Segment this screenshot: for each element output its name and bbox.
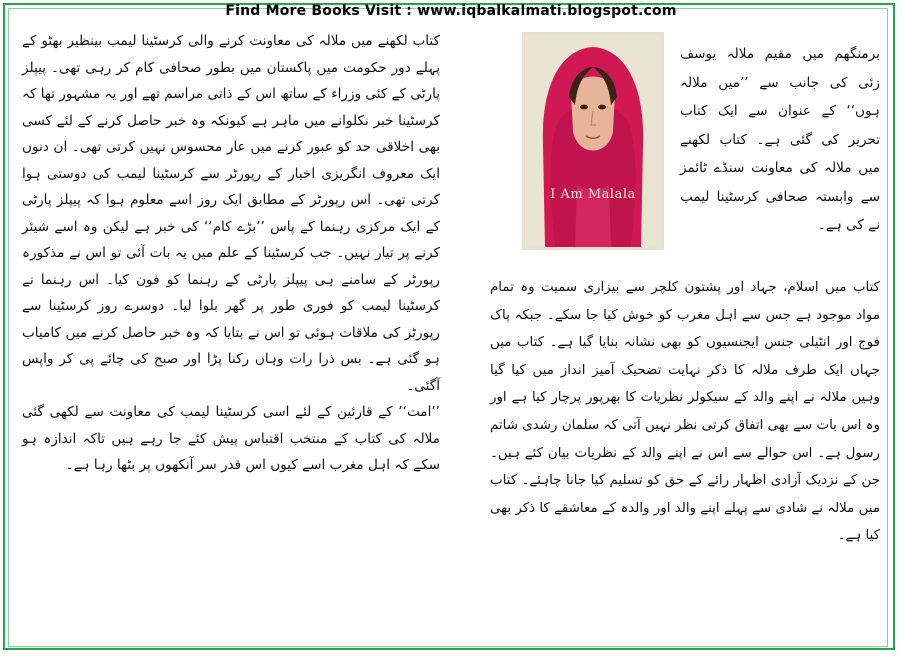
- book-cover-title: I Am Malala: [550, 187, 636, 202]
- book-cover-photo: [525, 35, 661, 247]
- right-intro-paragraph: برمنگھم میں مقیم ملالہ یوسف زئی کی جانب سے ’’میں ملالہ ہوں‘‘ کے عنوان سے ایک کتاب تحریر کی گئی ہے۔ کتاب لکھنے میں ملالہ کی معاونت سنڈے ٹائمز سے وابستہ صحافی کرسٹینا لیمب نے کی ہے۔: [680, 46, 880, 233]
- right-column-body: [490, 274, 880, 550]
- left-column: [22, 28, 440, 479]
- left-paragraph-1: کتاب لکھنے میں ملالہ کی معاونت کرنے والی کرسٹینا لیمب بینظیر بھٹو کے پہلے دور حکومت میں پاکستان میں بطور صحافی کام کر رہی تھی۔ پیپلز پارٹی کے کئی وزراء کے ساتھ اس کے ذاتی مراسم تھے اور یہ مشہور تھا کہ کرسٹینا خبر نکلوانے میں ماہر ہے کیونکہ وہ خبر حاصل کرنے کے لئے کسی بھی اخلاقی حد کو عبور کرنے میں عار محسوس نہیں کرتی تھی۔ ان دنوں ایک معروف انگریزی اخبار کے رپورٹر سے کرسٹینا لیمب کی دوستی ہوا کرتی تھی۔ اس رپورٹر کے مطابق ایک روز اسے معلوم ہوا کہ پیپلز پارٹی کے ایک مرکزی رہنما کے پاس ’’بڑے کام‘‘ کی خبر ہے لیکن وہ اسے شیئر کرنے پر تیار نہیں۔ جب کرسٹینا کے علم میں یہ بات آئی تو اس نے مذکورہ رپورٹر کے سامنے ہی پیپلز پارٹی کے رہنما کو فون کیا۔ اس رہنما نے کرسٹینا لیمب کو فوری طور پر گھر بلوا لیا۔ دوسرے روز کرسٹینا سے رپورٹر کی ملاقات ہوئی تو اس نے بتایا کہ وہ خبر حاصل کرنے میں کامیاب ہو گئی ہے۔ بس ذرا رات وہاں رکنا پڑا اور صبح کی چائے پی کر واپس آگئی۔: [22, 33, 440, 394]
- right-body-paragraph: کتاب میں اسلام، جہاد اور پشتون کلچر سے بیزاری سمیت وہ تمام مواد موجود ہے جس سے اہل مغرب کو خوش کیا جا سکے۔ جبکہ پاک فوج اور انٹیلی جنس ایجنسیوں کو بھی نشانہ بنایا گیا ہے۔ کتاب میں جہاں ایک طرف ملالہ کا ذکر نہایت تضحیک آمیز انداز میں کیا گیا وہیں ملالہ نے اپنے والد کے سیکولر نظریات کا بھرپور پرچار کیا ہے اور وہ اس بات سے بھی اتفاق کرتی نظر نہیں آتی کہ سلمان رشدی شاتم رسول ہے۔ اس حوالے سے اس نے اپنے والد کے نظریات بیان کئے ہیں۔ جن کے نزدیک آزادی اظہار رائے کے حق کو تسلیم کیا جانا چاہئے۔ کتاب میں ملالہ نے شادی سے پہلے اپنے والد اور والدہ کے معاشقے کا ذکر بھی کیا ہے۔: [490, 280, 880, 544]
- right-column-intro: [680, 40, 880, 240]
- left-paragraph-2: ’’امت‘‘ کے قارئین کے لئے اسی کرسٹینا لیمب کی معاونت سے لکھی گئی ملالہ کی کتاب کے منتخب اقتباس پیش کئے جا رہے ہیں تاکہ اندازہ ہو سکے کہ اہل مغرب اسے کیوں اس قدر سر آنکھوں پر بٹھا رہا ہے۔: [22, 404, 440, 473]
- header-banner: Find More Books Visit : www.iqbalkalmati.blogspot.com: [225, 3, 677, 19]
- book-cover-image: [522, 32, 664, 250]
